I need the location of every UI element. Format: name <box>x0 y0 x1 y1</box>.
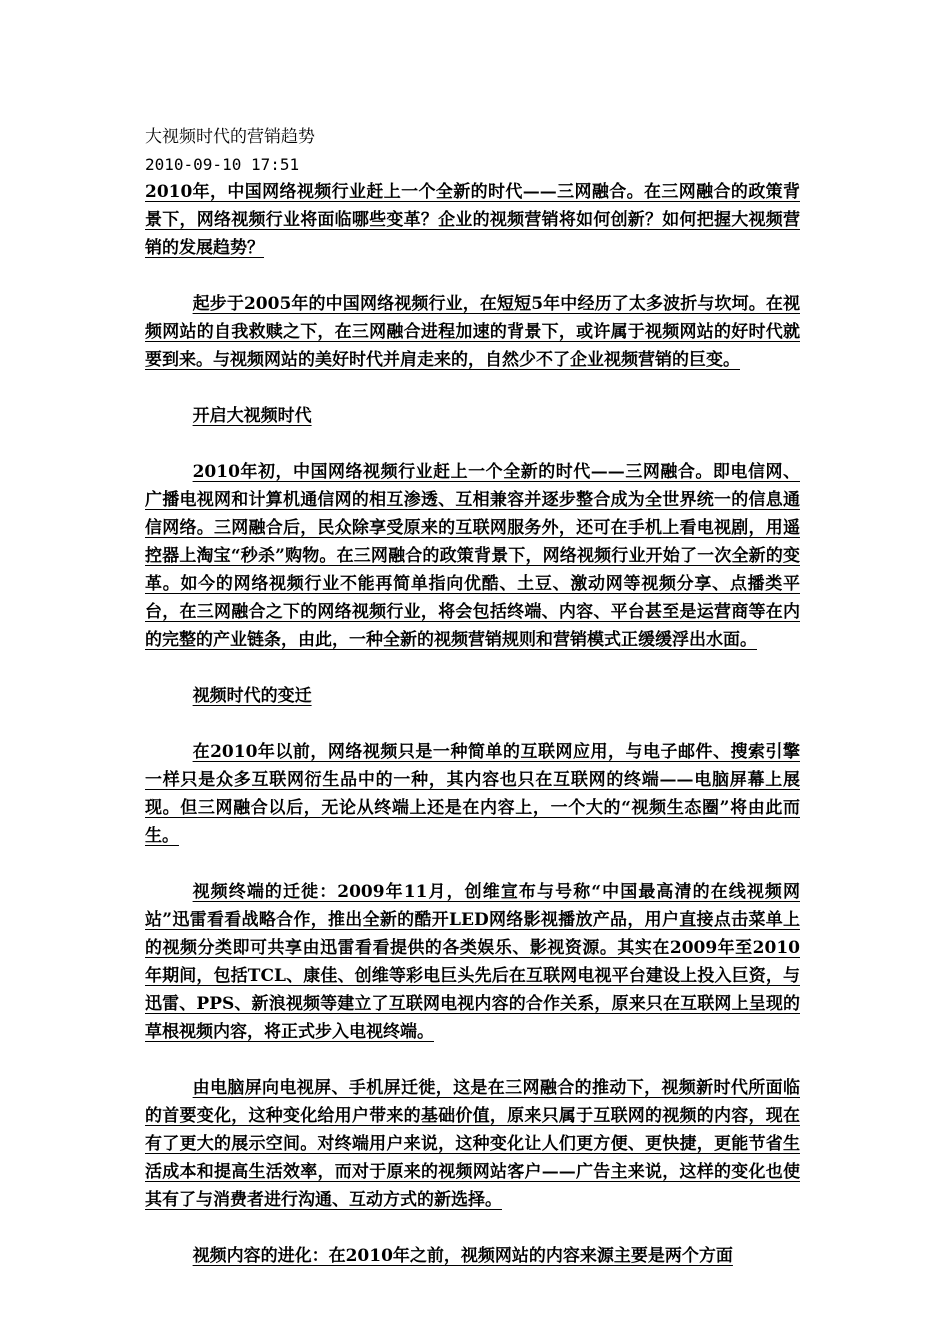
paragraph-content-evolution: 视频内容的进化：在2010年之前，视频网站的内容来源主要是两个方面 <box>192 1246 733 1266</box>
paragraph-before-2010: 在2010年以前，网络视频只是一种简单的互联网应用，与电子邮件、搜索引擎一样只是众多互联网衍生品中的一种，其内容也只在互联网的终端——电脑屏幕上展现。但三网融合以后，无论从终端上还是在内容上，一个大的“视频生态圈”将由此而生。 <box>145 742 800 846</box>
paragraph-intro: 2010年，中国网络视频行业赶上一个全新的时代——三网融合。在三网融合的政策背景下，网络视频行业将面临哪些变革？企业的视频营销将如何创新？如何把握大视频营销的发展趋势？ <box>145 182 800 258</box>
paragraph-gap <box>145 1046 800 1074</box>
paragraph-gap <box>145 850 800 878</box>
paragraph-gap <box>145 262 800 290</box>
paragraph-gap <box>145 430 800 458</box>
document-page <box>145 124 800 1270</box>
paragraph-terminal-migration: 视频终端的迁徙：2009年11月，创维宣布与号称“中国最高清的在线视频网站”迅雷看看战略合作，推出全新的酷开LED网络影视播放产品，用户直接点击菜单上的视频分类即可共享由迅雷看看提供的各类娱乐、影视资源。其实在2009年至2010年期间，包括TCL、康佳、创维等彩电巨头先后在互联网电视平台建设上投入巨资，与迅雷、PPS、新浪视频等建立了互联网电视内容的合作关系，原来只在互联网上呈现的草根视频内容，将正式步入电视终端。 <box>145 882 800 1042</box>
article-title: 大视频时代的营销趋势 <box>145 127 315 147</box>
paragraph-convergence: 2010年初，中国网络视频行业赶上一个全新的时代——三网融合。即电信网、广播电视网和计算机通信网的相互渗透、互相兼容并逐步整合成为全世界统一的信息通信网络。三网融合后，民众除享受原来的互联网服务外，还可在手机上看电视剧，用遥控器上淘宝“秒杀”购物。在三网融合的政策背景下，网络视频行业开始了一次全新的变革。如今的网络视频行业不能再简单指向优酷、土豆、激动网等视频分享、点播类平台，在三网融合之下的网络视频行业，将会包括终端、内容、平台甚至是运营商等在内的完整的产业链条，由此，一种全新的视频营销规则和营销模式正缓缓浮出水面。 <box>145 462 800 650</box>
paragraph-gap <box>145 710 800 738</box>
article-date: 2010-09-10 17:51 <box>145 155 300 174</box>
paragraph-background: 起步于2005年的中国网络视频行业，在短短5年中经历了太多波折与坎坷。在视频网站的自我救赎之下，在三网融合进程加速的背景下，或许属于视频网站的好时代就要到来。与视频网站的美好时代并肩走来的，自然少不了企业视频营销的巨变。 <box>145 294 800 370</box>
paragraph-gap <box>145 654 800 682</box>
section-heading-open-era: 开启大视频时代 <box>192 406 312 426</box>
paragraph-gap <box>145 1214 800 1242</box>
paragraph-screen-shift: 由电脑屏向电视屏、手机屏迁徙，这是在三网融合的推动下，视频新时代所面临的首要变化，这种变化给用户带来的基础价值，原来只属于互联网的视频的内容，现在有了更大的展示空间。对终端用户来说，这种变化让人们更方便、更快捷，更能节省生活成本和提高生活效率，而对于原来的视频网站客户——广告主来说，这样的变化也使其有了与消费者进行沟通、互动方式的新选择。 <box>145 1078 800 1210</box>
paragraph-gap <box>145 374 800 402</box>
section-heading-era-change: 视频时代的变迁 <box>192 686 312 706</box>
